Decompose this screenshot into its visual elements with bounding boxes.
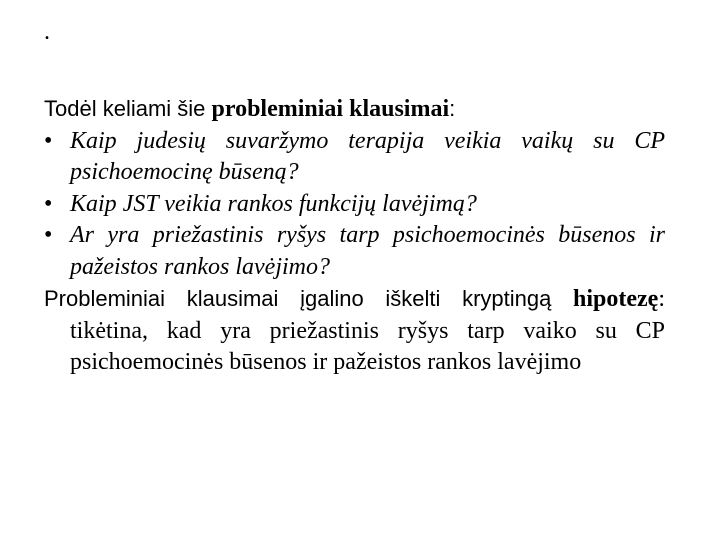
intro-suffix: : [449,96,456,121]
intro-bold: probleminiai klausimai [211,96,450,122]
intro-line [44,93,665,126]
bullet-text: Kaip JST veikia rankos funkcijų lavėjimą? [70,190,477,217]
conclusion-paragraph [44,283,665,379]
bullet-icon: • [44,190,53,217]
bullet-item-1 [44,126,665,189]
conclusion-suffix: : tikėtina, kad yra priežastinis ryšys tarp vaiko su CP psichoemocinės būsenos ir pažeistos rankos lavėjimo [70,286,665,375]
slide-body [44,93,665,379]
bullet-icon: • [44,222,53,248]
conclusion-prefix: Probleminiai klausimai įgalino iškelti kryptingą [44,286,574,311]
bullet-item-2 [44,189,665,221]
bullet-item-3 [44,220,665,283]
intro-prefix: Todėl keliami šie [44,96,212,121]
conclusion-bold: hipotezę [573,286,659,312]
top-dot: . [44,19,50,45]
bullet-text: Ar yra priežastinis ryšys tarp psichoemocinės būsenos ir pažeistos rankos lavėjimo? [70,222,665,280]
bullet-icon: • [44,127,53,154]
bullet-text: Kaip judesių suvaržymo terapija veikia vaikų su CP psichoemocinę būseną? [70,127,665,185]
